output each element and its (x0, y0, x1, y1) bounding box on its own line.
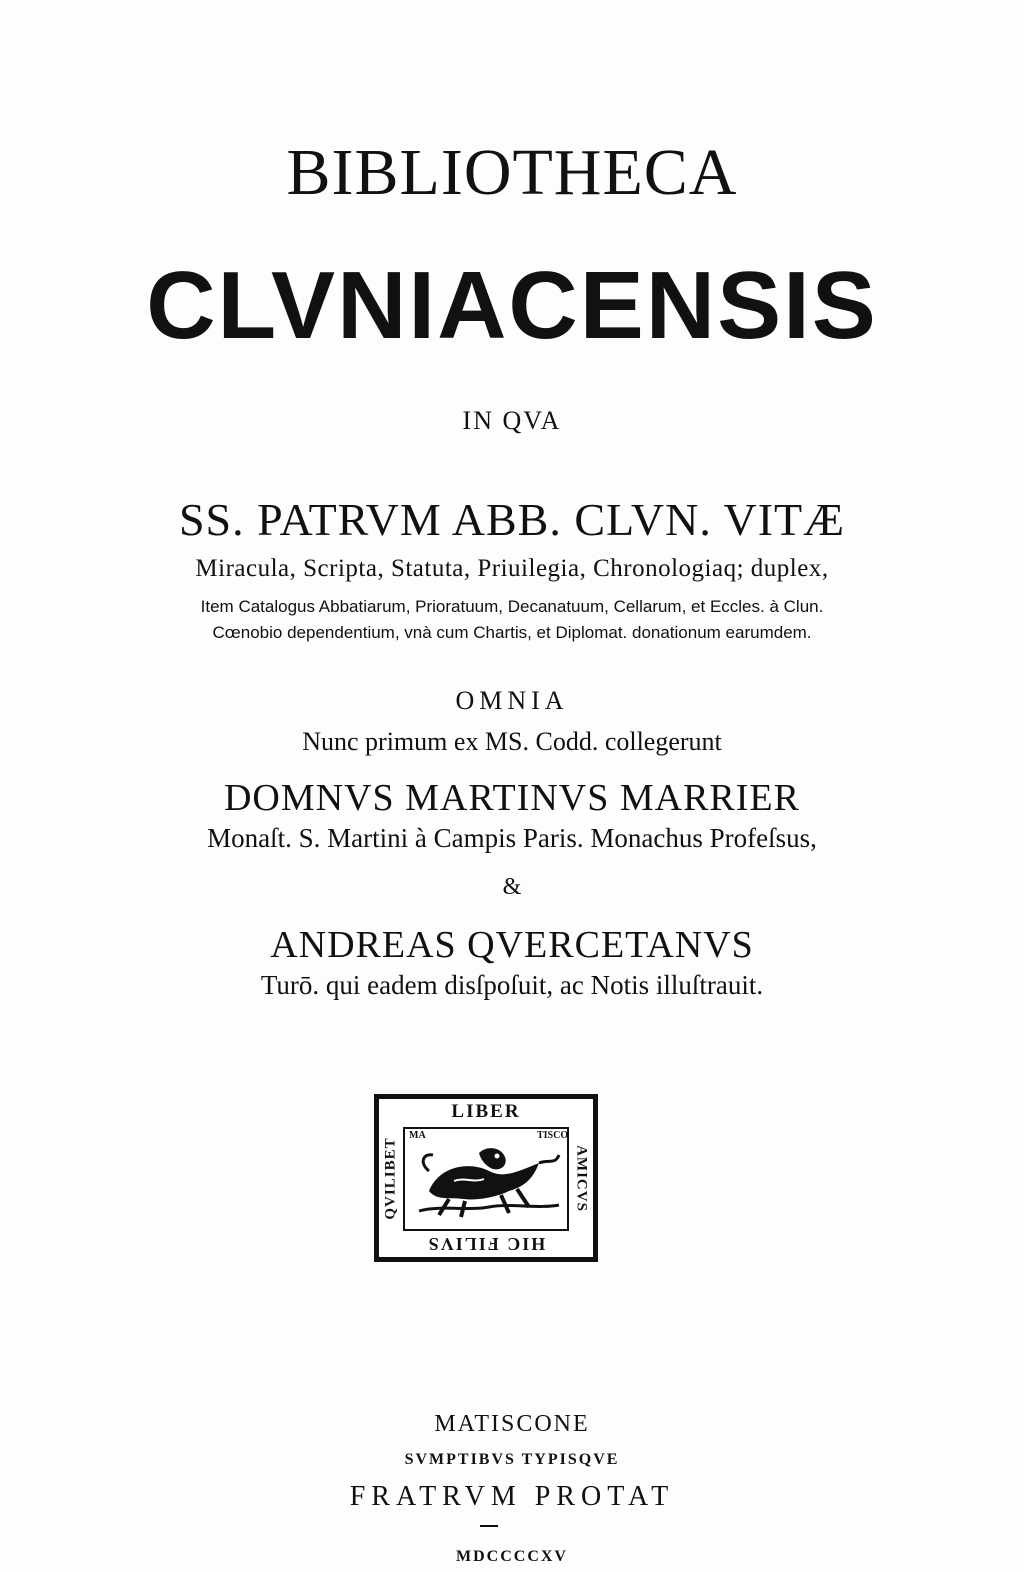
coenobio-line: Cœnobio dependentium, vnà cum Chartis, et Diplomat. donationum earumdem. (212, 623, 812, 642)
editor-marrier-description: Monaſt. S. Martini à Campis Paris. Monachus Profeſsus, (207, 823, 817, 853)
imprint-place: MATISCONE (434, 1411, 590, 1437)
imprint-sumptibus: SVMPTIBVS TYPISQVE (404, 1451, 620, 1468)
title-line-1: BIBLIOTHECA (286, 136, 738, 209)
device-inner-label-left: MA (409, 1130, 426, 1141)
in-qva-line: IN QVA (462, 406, 562, 435)
omnia-line: OMNIA (455, 686, 569, 715)
imprint-rule (480, 1525, 498, 1527)
device-inner-label-right: TISCO (537, 1130, 569, 1141)
imprint-printer: FRATRVM PROTAT (349, 1481, 675, 1512)
device-motto-left: QVILIBET (382, 1137, 399, 1220)
device-motto-bottom: HIC FILIVS (426, 1234, 546, 1254)
editor-quercetanus-name: ANDREAS QVERCETANVS (270, 924, 754, 966)
ampersand: & (502, 874, 522, 900)
device-motto-top: LIBER (451, 1101, 521, 1122)
editor-quercetanus-description: Turō. qui eadem disſpoſuit, ac Notis illuſtrauit. (260, 970, 764, 1000)
editor-marrier-name: DOMNVS MARTINVS MARRIER (223, 777, 800, 819)
nunc-primum-line: Nunc primum ex MS. Codd. collegerunt (302, 727, 722, 756)
dragon-emblem-icon (409, 1141, 563, 1221)
imprint-date: MDCCCCXV (456, 1548, 568, 1565)
catalogus-line: Item Catalogus Abbatiarum, Prioratuum, Decanatuum, Cellarum, et Eccles. à Clun. (200, 597, 824, 616)
title-line-2: CLVNIACENSIS (146, 252, 878, 359)
printers-device (374, 1094, 598, 1262)
device-motto-right: AMICVS (573, 1145, 590, 1212)
miracula-line: Miracula, Scripta, Statuta, Priuilegia, Chronologiaq; duplex, (195, 555, 829, 582)
ss-patrum-line: SS. PATRVM ABB. CLVN. VITÆ (178, 494, 846, 545)
